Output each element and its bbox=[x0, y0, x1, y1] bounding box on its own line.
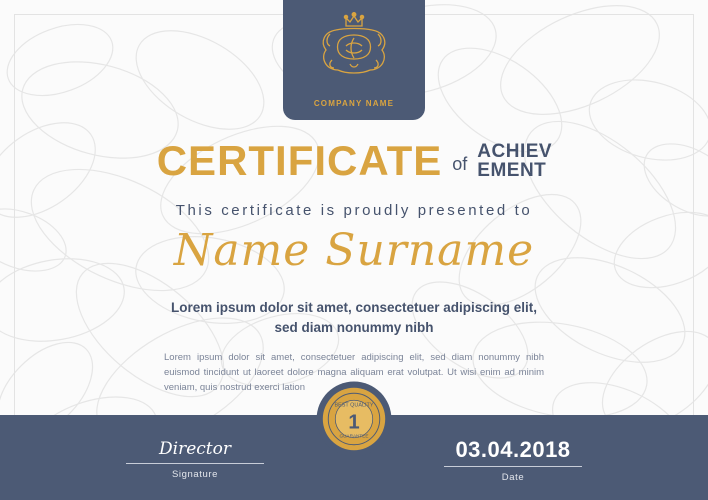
date-value: 03.04.2018 bbox=[455, 436, 571, 462]
recipient-name: Name Surname bbox=[173, 225, 535, 276]
title-subject bbox=[477, 142, 551, 180]
company-name: COMPANY NAME bbox=[313, 99, 395, 108]
certificate-title bbox=[0, 137, 708, 184]
signature-name: Director bbox=[159, 439, 231, 459]
date-label: Date bbox=[501, 471, 525, 483]
presented-text: This certificate is proudly presented to bbox=[175, 202, 533, 219]
title-subject-line2: EMENT bbox=[477, 160, 547, 181]
signature-block bbox=[120, 439, 270, 480]
svg-text:GUARANTEE: GUARANTEE bbox=[339, 433, 369, 439]
svg-text:BEST QUALITY: BEST QUALITY bbox=[334, 402, 374, 409]
ornamental-crown-monogram-icon bbox=[306, 8, 402, 88]
lead-paragraph: Lorem ipsum dolor sit amet, consectetuer adipiscing elit, sed diam nonummy nibh bbox=[170, 300, 538, 335]
award-seal-icon bbox=[315, 380, 393, 458]
date-rule bbox=[444, 466, 582, 467]
certificate-content bbox=[0, 124, 708, 395]
date-block bbox=[438, 437, 588, 483]
title-main: CERTIFICATE bbox=[156, 137, 443, 184]
svg-text:1: 1 bbox=[348, 411, 360, 434]
signature-rule bbox=[126, 463, 264, 464]
body-paragraph: Lorem ipsum dolor sit amet, consectetuer adipiscing elit, sed diam nonummy nibh euismod tincidunt ut laoreet dolore magna aliquam erat volutpat. Ut wisi enim ad minim veniam, quis nostrud exerci lation bbox=[164, 352, 544, 393]
title-of: of bbox=[452, 154, 468, 174]
signature-label: Signature bbox=[171, 469, 219, 480]
title-subject-line1: ACHIEV bbox=[477, 141, 553, 162]
emblem-panel bbox=[283, 0, 425, 120]
